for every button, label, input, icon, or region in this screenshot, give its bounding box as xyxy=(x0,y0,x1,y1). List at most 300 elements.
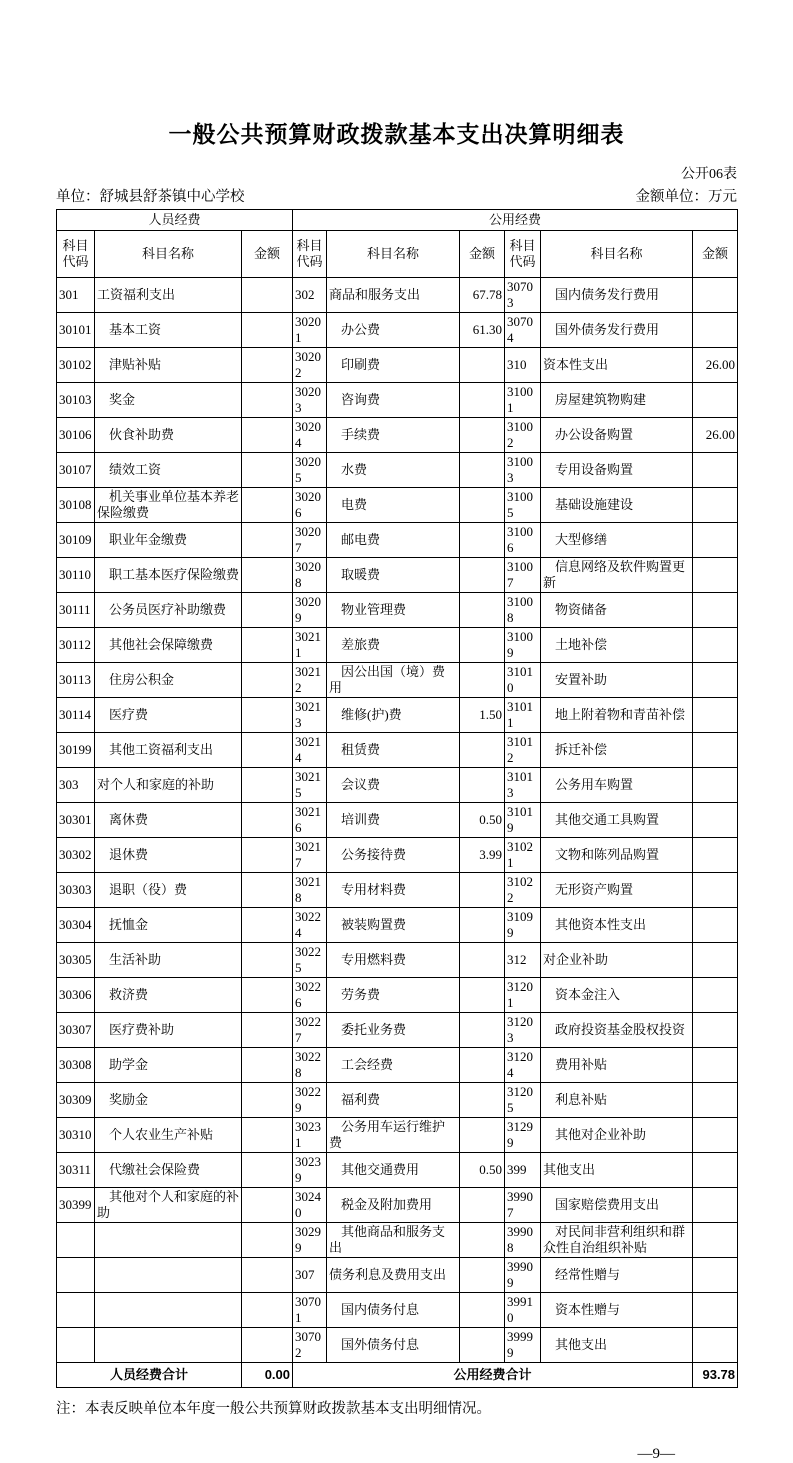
subject-code-cell: 30311 xyxy=(57,1153,95,1188)
table-row xyxy=(57,838,738,873)
subject-name-cell: 对民间非营利组织和群众性自治组织补贴 xyxy=(541,1223,693,1258)
subject-code-cell: 31009 xyxy=(505,628,541,663)
subject-code-cell: 30114 xyxy=(57,698,95,733)
subject-name-cell: 伙食补助费 xyxy=(95,418,242,453)
subject-code-cell: 30106 xyxy=(57,418,95,453)
subject-code-cell: 310 xyxy=(505,348,541,383)
amount-cell xyxy=(693,278,738,313)
subject-name-cell: 生活补助 xyxy=(95,943,242,978)
subject-code-cell: 30231 xyxy=(293,1118,327,1153)
subject-name-cell: 工资福利支出 xyxy=(95,278,242,313)
amount-cell xyxy=(242,418,293,453)
subject-code-cell: 30205 xyxy=(293,453,327,488)
amount-cell xyxy=(693,838,738,873)
subject-code-cell: 30203 xyxy=(293,383,327,418)
amount-cell xyxy=(460,628,505,663)
table-code-label: 公开06表 xyxy=(681,167,737,182)
subject-code-cell: 30399 xyxy=(57,1188,95,1223)
subject-code-cell: 30107 xyxy=(57,453,95,488)
subject-name-cell: 劳务费 xyxy=(327,978,460,1013)
table-note: 注：本表反映单位本年度一般公共预算财政拨款基本支出明细情况。 xyxy=(56,1401,491,1417)
table-row xyxy=(57,1153,738,1188)
amount-cell xyxy=(693,558,738,593)
subject-code-cell: 30307 xyxy=(57,1013,95,1048)
amount-cell xyxy=(460,453,505,488)
subject-code-cell: 30108 xyxy=(57,488,95,523)
subject-name-cell: 费用补贴 xyxy=(541,1048,693,1083)
amount-cell xyxy=(693,1153,738,1188)
subject-code-cell: 30110 xyxy=(57,558,95,593)
amount-cell xyxy=(693,593,738,628)
subject-code-cell: 31299 xyxy=(505,1118,541,1153)
table-row xyxy=(57,348,738,383)
subject-code-cell: 31201 xyxy=(505,978,541,1013)
amount-cell xyxy=(460,1013,505,1048)
amount-cell xyxy=(242,313,293,348)
subject-name-cell: 房屋建筑物购建 xyxy=(541,383,693,418)
subject-code-cell: 30209 xyxy=(293,593,327,628)
subject-name-cell: 会议费 xyxy=(327,768,460,803)
subject-code-cell: 30214 xyxy=(293,733,327,768)
subject-code-cell: 30113 xyxy=(57,663,95,698)
subject-code-cell: 30204 xyxy=(293,418,327,453)
subject-name-cell: 信息网络及软件购置更新 xyxy=(541,558,693,593)
unit-label: 单位：舒城县舒茶镇中心学校 xyxy=(56,189,245,205)
subject-code-cell: 30301 xyxy=(57,803,95,838)
public-total-label: 公用经费合计 xyxy=(293,1363,693,1388)
amount-cell xyxy=(242,803,293,838)
amount-cell: 3.99 xyxy=(460,838,505,873)
personnel-total-amount: 0.00 xyxy=(242,1363,293,1388)
subject-code-cell: 31001 xyxy=(505,383,541,418)
table-row xyxy=(57,278,738,313)
amount-cell xyxy=(242,663,293,698)
table-row xyxy=(57,873,738,908)
subject-name-cell: 地上附着物和青苗补偿 xyxy=(541,698,693,733)
table-row xyxy=(57,1048,738,1083)
subject-name-cell: 培训费 xyxy=(327,803,460,838)
subject-code-cell: 30206 xyxy=(293,488,327,523)
amount-cell: 61.30 xyxy=(460,313,505,348)
subject-code-cell: 30303 xyxy=(57,873,95,908)
subject-code-cell: 30304 xyxy=(57,908,95,943)
subject-name-cell: 公务员医疗补助缴费 xyxy=(95,593,242,628)
subject-name-cell: 其他支出 xyxy=(541,1153,693,1188)
amount-cell xyxy=(460,733,505,768)
subject-code-cell: 30208 xyxy=(293,558,327,593)
amount-cell xyxy=(693,523,738,558)
subject-name-cell: 其他对企业补助 xyxy=(541,1118,693,1153)
amount-cell xyxy=(460,873,505,908)
subject-name-cell: 手续费 xyxy=(327,418,460,453)
subject-name-cell: 救济费 xyxy=(95,978,242,1013)
table-row xyxy=(57,1118,738,1153)
amount-cell xyxy=(242,978,293,1013)
amount-cell xyxy=(693,803,738,838)
subject-name-cell xyxy=(95,1293,242,1328)
amount-cell xyxy=(242,628,293,663)
subject-name-cell: 奖金 xyxy=(95,383,242,418)
subject-code-cell: 30228 xyxy=(293,1048,327,1083)
subject-code-cell: 31008 xyxy=(505,593,541,628)
amount-cell xyxy=(693,1328,738,1363)
subject-name-cell: 利息补贴 xyxy=(541,1083,693,1118)
table-row xyxy=(57,523,738,558)
subject-name-cell: 其他交通工具购置 xyxy=(541,803,693,838)
amount-cell xyxy=(460,663,505,698)
subject-code-cell: 30229 xyxy=(293,1083,327,1118)
amount-header-1: 金额 xyxy=(242,231,293,278)
amount-cell xyxy=(242,593,293,628)
subject-name-cell: 医疗费 xyxy=(95,698,242,733)
subject-name-cell: 公务用车购置 xyxy=(541,768,693,803)
subject-name-cell: 政府投资基金股权投资 xyxy=(541,1013,693,1048)
subject-code-cell: 30702 xyxy=(293,1328,327,1363)
amount-cell xyxy=(460,418,505,453)
subject-name-cell: 机关事业单位基本养老保险缴费 xyxy=(95,488,242,523)
table-row xyxy=(57,628,738,663)
amount-cell: 26.00 xyxy=(693,348,738,383)
subject-name-cell: 债务利息及费用支出 xyxy=(327,1258,460,1293)
subject-name-cell: 维修(护)费 xyxy=(327,698,460,733)
subject-name-cell: 被装购置费 xyxy=(327,908,460,943)
subject-name-cell: 退休费 xyxy=(95,838,242,873)
subject-code-cell: 30102 xyxy=(57,348,95,383)
subject-name-cell: 工会经费 xyxy=(327,1048,460,1083)
subject-code-cell: 30226 xyxy=(293,978,327,1013)
table-row xyxy=(57,733,738,768)
amount-cell xyxy=(693,663,738,698)
subject-code-cell: 31203 xyxy=(505,1013,541,1048)
subject-code-cell: 30207 xyxy=(293,523,327,558)
subject-code-cell xyxy=(57,1328,95,1363)
amount-cell xyxy=(693,733,738,768)
table-row xyxy=(57,1258,738,1293)
group-header-public: 公用经费 xyxy=(293,210,738,231)
subject-name-cell: 无形资产购置 xyxy=(541,873,693,908)
amount-cell xyxy=(460,1328,505,1363)
amount-cell xyxy=(242,698,293,733)
amount-cell xyxy=(460,1083,505,1118)
subject-name-cell: 经常性赠与 xyxy=(541,1258,693,1293)
table-row xyxy=(57,1188,738,1223)
amount-cell xyxy=(693,908,738,943)
amount-cell xyxy=(460,593,505,628)
amount-cell xyxy=(460,348,505,383)
subject-code-cell: 30213 xyxy=(293,698,327,733)
table-row xyxy=(57,698,738,733)
subject-code-cell: 30218 xyxy=(293,873,327,908)
subject-code-cell: 30309 xyxy=(57,1083,95,1118)
subject-name-cell: 办公费 xyxy=(327,313,460,348)
subject-name-cell: 离休费 xyxy=(95,803,242,838)
amount-cell: 26.00 xyxy=(693,418,738,453)
subject-name-cell: 商品和服务支出 xyxy=(327,278,460,313)
amount-cell xyxy=(460,908,505,943)
subject-name-cell: 大型修缮 xyxy=(541,523,693,558)
amount-cell xyxy=(242,1188,293,1223)
amount-cell xyxy=(693,978,738,1013)
amount-cell xyxy=(693,1013,738,1048)
subject-code-cell: 30704 xyxy=(505,313,541,348)
subject-name-cell: 职工基本医疗保险缴费 xyxy=(95,558,242,593)
subject-code-cell: 30212 xyxy=(293,663,327,698)
subject-code-cell: 39909 xyxy=(505,1258,541,1293)
amount-cell xyxy=(242,908,293,943)
subject-name-cell: 其他支出 xyxy=(541,1328,693,1363)
amount-cell xyxy=(242,348,293,383)
amount-cell xyxy=(460,768,505,803)
table-row xyxy=(57,768,738,803)
subject-name-cell: 土地补偿 xyxy=(541,628,693,663)
amount-cell xyxy=(242,488,293,523)
subject-name-cell: 印刷费 xyxy=(327,348,460,383)
subject-code-cell: 303 xyxy=(57,768,95,803)
table-body xyxy=(57,278,738,1363)
amount-cell xyxy=(460,1188,505,1223)
subject-code-cell: 301 xyxy=(57,278,95,313)
subject-name-cell: 专用设备购置 xyxy=(541,453,693,488)
totals-row xyxy=(57,1363,738,1388)
subject-name-cell: 办公设备购置 xyxy=(541,418,693,453)
subject-code-cell: 30224 xyxy=(293,908,327,943)
table-row xyxy=(57,943,738,978)
group-header-row xyxy=(57,210,738,231)
subject-name-cell: 取暖费 xyxy=(327,558,460,593)
subject-name-cell: 代缴社会保险费 xyxy=(95,1153,242,1188)
subject-name-cell: 奖励金 xyxy=(95,1083,242,1118)
subject-code-cell: 30308 xyxy=(57,1048,95,1083)
subject-name-cell: 国内债务付息 xyxy=(327,1293,460,1328)
subject-name-cell xyxy=(95,1328,242,1363)
subject-name-cell: 医疗费补助 xyxy=(95,1013,242,1048)
subject-code-cell: 31013 xyxy=(505,768,541,803)
subject-code-cell: 30202 xyxy=(293,348,327,383)
subject-name-cell: 税金及附加费用 xyxy=(327,1188,460,1223)
subject-code-cell: 30701 xyxy=(293,1293,327,1328)
subject-code-cell: 30302 xyxy=(57,838,95,873)
subject-code-cell: 30217 xyxy=(293,838,327,873)
amount-cell xyxy=(693,1048,738,1083)
subject-code-cell: 31006 xyxy=(505,523,541,558)
subject-code-cell: 30306 xyxy=(57,978,95,1013)
subject-code-cell: 31003 xyxy=(505,453,541,488)
amount-cell xyxy=(460,943,505,978)
amount-cell xyxy=(242,1083,293,1118)
subject-name-cell: 文物和陈列品购置 xyxy=(541,838,693,873)
subject-code-cell: 31012 xyxy=(505,733,541,768)
amount-cell xyxy=(242,1223,293,1258)
amount-cell xyxy=(460,558,505,593)
amount-cell xyxy=(242,943,293,978)
table-row xyxy=(57,1013,738,1048)
subject-code-cell: 39908 xyxy=(505,1223,541,1258)
subject-name-cell: 其他工资福利支出 xyxy=(95,733,242,768)
meta-row xyxy=(56,185,737,206)
public-total-amount: 93.78 xyxy=(693,1363,738,1388)
amount-cell xyxy=(693,453,738,488)
subject-name-cell: 水费 xyxy=(327,453,460,488)
amount-cell xyxy=(242,838,293,873)
subject-name-cell: 基础设施建设 xyxy=(541,488,693,523)
subject-name-cell: 抚恤金 xyxy=(95,908,242,943)
amount-cell xyxy=(693,1223,738,1258)
subject-name-cell: 其他资本性支出 xyxy=(541,908,693,943)
table-row xyxy=(57,1223,738,1258)
subject-name-cell: 其他交通费用 xyxy=(327,1153,460,1188)
amount-cell xyxy=(242,1258,293,1293)
subject-code-cell: 30227 xyxy=(293,1013,327,1048)
subject-code-cell: 30215 xyxy=(293,768,327,803)
subject-code-cell: 31005 xyxy=(505,488,541,523)
subject-code-cell: 30299 xyxy=(293,1223,327,1258)
subject-name-cell: 对企业补助 xyxy=(541,943,693,978)
subject-name-cell: 其他社会保障缴费 xyxy=(95,628,242,663)
amount-cell xyxy=(242,278,293,313)
subject-name-cell: 国内债务发行费用 xyxy=(541,278,693,313)
subject-code-cell: 302 xyxy=(293,278,327,313)
amount-cell xyxy=(693,768,738,803)
subject-code-cell: 30109 xyxy=(57,523,95,558)
personnel-total-label: 人员经费合计 xyxy=(57,1363,242,1388)
subject-code-cell xyxy=(57,1293,95,1328)
subject-name-header-1: 科目名称 xyxy=(95,231,242,278)
subject-code-cell: 30310 xyxy=(57,1118,95,1153)
amount-cell: 67.78 xyxy=(460,278,505,313)
subject-code-cell: 30211 xyxy=(293,628,327,663)
subject-code-cell: 31010 xyxy=(505,663,541,698)
table-row xyxy=(57,418,738,453)
subject-name-cell: 咨询费 xyxy=(327,383,460,418)
amount-cell xyxy=(693,1118,738,1153)
column-header-row xyxy=(57,231,738,278)
table-row xyxy=(57,558,738,593)
subject-name-cell: 专用燃料费 xyxy=(327,943,460,978)
amount-cell xyxy=(242,1153,293,1188)
subject-code-cell: 31204 xyxy=(505,1048,541,1083)
subject-name-cell: 公务接待费 xyxy=(327,838,460,873)
subject-code-cell: 307 xyxy=(293,1258,327,1293)
subject-code-cell: 30112 xyxy=(57,628,95,663)
budget-detail-table xyxy=(56,209,738,1388)
amount-unit-label: 金额单位：万元 xyxy=(635,189,737,205)
subject-name-cell: 住房公积金 xyxy=(95,663,242,698)
amount-header-3: 金额 xyxy=(693,231,738,278)
amount-cell xyxy=(693,873,738,908)
subject-name-cell: 其他商品和服务支出 xyxy=(327,1223,460,1258)
subject-code-cell: 30199 xyxy=(57,733,95,768)
amount-cell xyxy=(242,873,293,908)
subject-code-cell xyxy=(57,1223,95,1258)
amount-cell xyxy=(460,1258,505,1293)
subject-name-cell: 公务用车运行维护费 xyxy=(327,1118,460,1153)
subject-name-cell: 资本性支出 xyxy=(541,348,693,383)
group-header-personnel: 人员经费 xyxy=(57,210,293,231)
amount-cell xyxy=(242,733,293,768)
amount-cell xyxy=(242,558,293,593)
subject-name-cell: 因公出国（境）费用 xyxy=(327,663,460,698)
amount-cell xyxy=(693,698,738,733)
subject-code-cell: 31021 xyxy=(505,838,541,873)
amount-cell xyxy=(460,978,505,1013)
subject-code-cell: 30101 xyxy=(57,313,95,348)
subject-name-cell: 资本金注入 xyxy=(541,978,693,1013)
subject-name-cell: 专用材料费 xyxy=(327,873,460,908)
table-row xyxy=(57,1293,738,1328)
amount-cell xyxy=(460,488,505,523)
subject-name-cell: 物业管理费 xyxy=(327,593,460,628)
amount-cell xyxy=(460,1293,505,1328)
subject-name-cell: 委托业务费 xyxy=(327,1013,460,1048)
subject-code-cell: 30239 xyxy=(293,1153,327,1188)
subject-code-cell: 39910 xyxy=(505,1293,541,1328)
subject-name-cell: 个人农业生产补贴 xyxy=(95,1118,242,1153)
subject-code-cell: 30103 xyxy=(57,383,95,418)
subject-code-cell: 30216 xyxy=(293,803,327,838)
subject-name-cell: 国外债务付息 xyxy=(327,1328,460,1363)
amount-cell xyxy=(693,488,738,523)
subject-code-cell: 312 xyxy=(505,943,541,978)
subject-code-cell: 31019 xyxy=(505,803,541,838)
subject-code-header-1: 科目代码 xyxy=(57,231,95,278)
subject-name-cell: 其他对个人和家庭的补助 xyxy=(95,1188,242,1223)
amount-cell xyxy=(242,1048,293,1083)
subject-name-cell: 电费 xyxy=(327,488,460,523)
subject-code-cell: 30703 xyxy=(505,278,541,313)
table-row xyxy=(57,978,738,1013)
amount-cell xyxy=(242,1013,293,1048)
subject-name-cell: 租赁费 xyxy=(327,733,460,768)
amount-cell xyxy=(242,1328,293,1363)
subject-code-header-2: 科目代码 xyxy=(293,231,327,278)
subject-code-cell: 30201 xyxy=(293,313,327,348)
amount-cell xyxy=(242,768,293,803)
table-row xyxy=(57,593,738,628)
subject-name-cell: 退职（役）费 xyxy=(95,873,242,908)
subject-name-cell: 绩效工资 xyxy=(95,453,242,488)
subject-code-cell: 30240 xyxy=(293,1188,327,1223)
subject-name-cell: 物资储备 xyxy=(541,593,693,628)
amount-cell xyxy=(242,1118,293,1153)
subject-code-cell: 31011 xyxy=(505,698,541,733)
subject-code-cell: 31007 xyxy=(505,558,541,593)
subject-name-cell: 国外债务发行费用 xyxy=(541,313,693,348)
subject-code-cell: 30225 xyxy=(293,943,327,978)
subject-code-cell: 30305 xyxy=(57,943,95,978)
amount-cell xyxy=(693,1188,738,1223)
subject-name-cell: 基本工资 xyxy=(95,313,242,348)
subject-name-cell: 津贴补贴 xyxy=(95,348,242,383)
subject-code-cell xyxy=(57,1258,95,1293)
table-row xyxy=(57,453,738,488)
subject-code-cell: 31099 xyxy=(505,908,541,943)
subject-name-cell: 资本性赠与 xyxy=(541,1293,693,1328)
amount-cell xyxy=(460,523,505,558)
subject-name-header-3: 科目名称 xyxy=(541,231,693,278)
amount-cell xyxy=(460,1223,505,1258)
amount-cell: 1.50 xyxy=(460,698,505,733)
amount-cell xyxy=(693,313,738,348)
amount-cell xyxy=(693,383,738,418)
amount-cell: 0.50 xyxy=(460,1153,505,1188)
subject-name-header-2: 科目名称 xyxy=(327,231,460,278)
subject-name-cell: 差旅费 xyxy=(327,628,460,663)
subject-name-cell xyxy=(95,1223,242,1258)
page-number: —9— xyxy=(637,1446,675,1462)
amount-cell xyxy=(460,1048,505,1083)
table-row xyxy=(57,383,738,418)
amount-cell xyxy=(693,628,738,663)
